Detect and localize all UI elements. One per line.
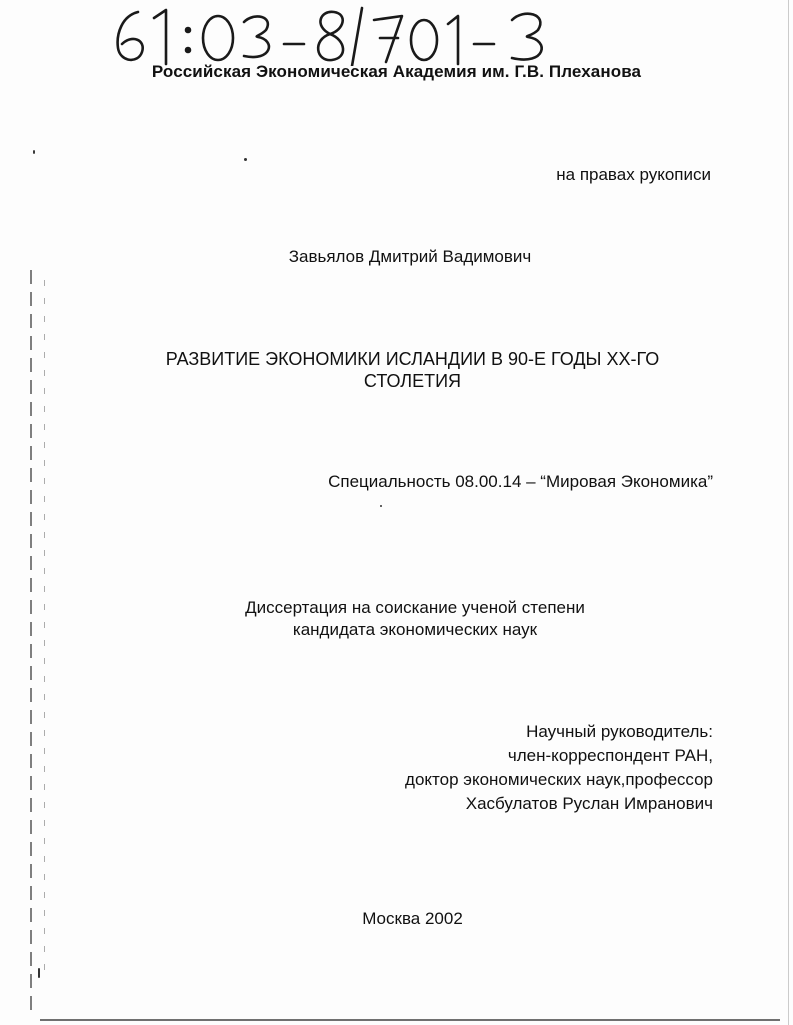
scan-speck <box>38 968 40 978</box>
supervisor-degree: доктор экономических наук,профессор <box>405 770 713 789</box>
institution-name: Российская Экономическая Академия им. Г.В. Плеханова <box>151 62 642 81</box>
supervisor-rank: член-корреспондент РАН, <box>507 746 713 765</box>
dissertation-title <box>140 348 685 392</box>
title-line-1: РАЗВИТИЕ ЭКОНОМИКИ ИСЛАНДИИ В 90-Е ГОДЫ ХХ-ГО <box>165 349 660 369</box>
scientific-supervisor <box>405 720 713 816</box>
city-and-year: Москва 2002 <box>362 909 463 928</box>
author-name: Завьялов Дмитрий Вадимович <box>288 247 532 266</box>
degree-statement <box>0 597 793 641</box>
scan-speck <box>380 505 382 507</box>
scan-edge-right-artifact <box>788 0 789 1025</box>
handwritten-library-code <box>108 4 668 66</box>
scan-speck <box>244 158 247 161</box>
title-line-2: СТОЛЕТИЯ <box>363 371 462 391</box>
scan-speck <box>33 150 35 154</box>
supervisor-name: Хасбулатов Руслан Имранович <box>465 794 713 813</box>
degree-line-2: кандидата экономических наук <box>292 620 538 639</box>
supervisor-label: Научный руководитель: <box>526 722 713 741</box>
scan-edge-bottom-artifact <box>40 1019 780 1021</box>
degree-line-1: Диссертация на соискание ученой степени <box>245 598 585 617</box>
manuscript-rights-note: на правах рукописи <box>556 165 711 184</box>
specialty: Специальность 08.00.14 – “Мировая Экономика” <box>328 472 713 491</box>
